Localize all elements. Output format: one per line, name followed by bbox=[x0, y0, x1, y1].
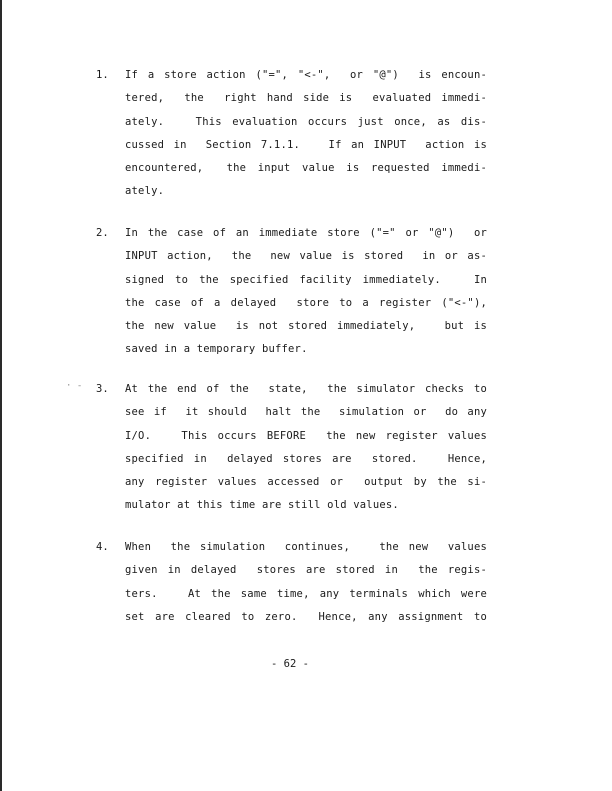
text-line: signed to the specified facility immediately. In bbox=[125, 273, 487, 286]
text-line: set are cleared to zero. Hence, any assignment to bbox=[125, 610, 487, 623]
item-number: 3. bbox=[96, 383, 109, 395]
item-text bbox=[125, 536, 487, 629]
text-line: mulator at this time are still old values. bbox=[125, 499, 399, 512]
text-line: the case of a delayed store to a register ("<-"), bbox=[125, 296, 487, 309]
text-line: INPUT action, the new value is stored in or as- bbox=[125, 250, 487, 263]
text-line: At the end of the state, the simulator checks to bbox=[125, 383, 487, 395]
item-text bbox=[125, 64, 487, 204]
page-number: - 62 - bbox=[271, 658, 309, 670]
text-line: If a store action ("=", "<-", or "@") is encoun- bbox=[125, 69, 487, 81]
margin-mark: · - bbox=[66, 381, 88, 391]
item-number: 1. bbox=[96, 69, 109, 81]
text-line: encountered, the input value is requested immedi- bbox=[125, 162, 487, 175]
text-line: I/O. This occurs BEFORE the new register values bbox=[125, 429, 487, 442]
text-line: saved in a temporary buffer. bbox=[125, 343, 308, 356]
item-text bbox=[125, 378, 487, 518]
text-line: cussed in Section 7.1.1. If an INPUT action is bbox=[125, 138, 487, 151]
item-number: 4. bbox=[96, 541, 109, 553]
text-line: ters. At the same time, any terminals which were bbox=[125, 587, 487, 600]
text-line: When the simulation continues, the new values bbox=[125, 541, 487, 553]
text-line: specified in delayed stores are stored. Hence, bbox=[125, 452, 487, 465]
text-line: In the case of an immediate store ("=" or "@") or bbox=[125, 227, 487, 239]
text-line: any register values accessed or output by the si- bbox=[125, 476, 487, 489]
page-edge-rule bbox=[0, 0, 2, 791]
text-line: ately. This evaluation occurs just once, as dis- bbox=[125, 115, 487, 128]
text-line: see if it should halt the simulation or do any bbox=[125, 406, 487, 419]
text-line: the new value is not stored immediately, but is bbox=[125, 320, 487, 333]
text-line: given in delayed stores are stored in the regis- bbox=[125, 564, 487, 577]
text-line: ately. bbox=[125, 185, 165, 198]
item-number: 2. bbox=[96, 227, 109, 239]
item-text bbox=[125, 222, 487, 362]
text-line: tered, the right hand side is evaluated immedi- bbox=[125, 92, 487, 105]
